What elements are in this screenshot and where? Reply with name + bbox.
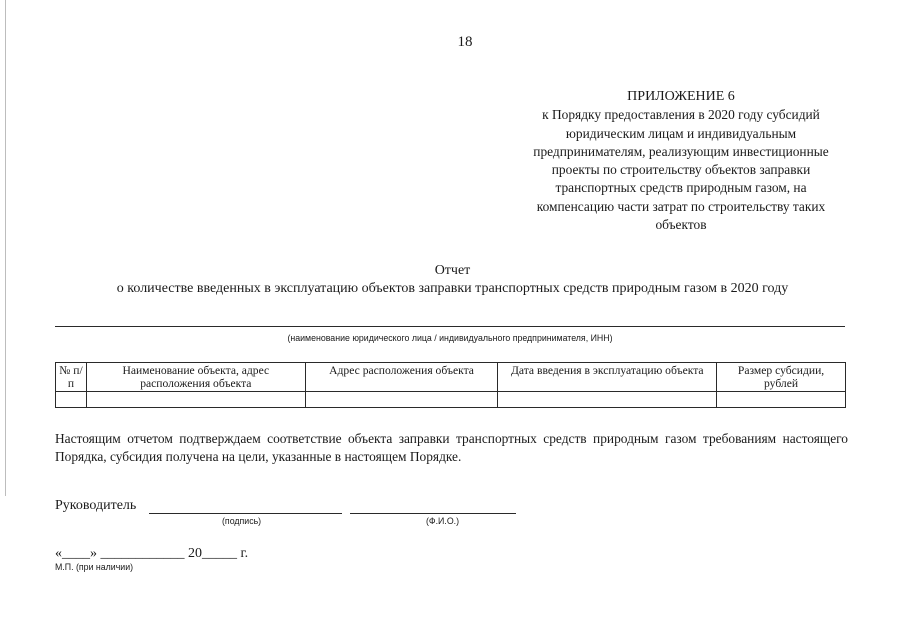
- table-cell[interactable]: [717, 392, 846, 408]
- entity-name-caption: (наименование юридического лица / индивидуального предпринимателя, ИНН): [287, 333, 613, 343]
- entity-name-line[interactable]: [55, 326, 845, 327]
- date-line[interactable]: «____» ____________ 20_____ г.: [55, 546, 249, 561]
- full-name-caption: (Ф.И.О.): [426, 516, 460, 526]
- table-cell[interactable]: [56, 392, 87, 408]
- column-header-commission-date: Дата введения в эксплуатацию объекта: [498, 363, 717, 392]
- report-heading: [60, 262, 845, 298]
- signature-caption: (подпись): [222, 516, 262, 526]
- page-number: 18: [457, 34, 473, 50]
- column-header-address: Адрес расположения объекта: [305, 363, 498, 392]
- table-cell[interactable]: [305, 392, 498, 408]
- table-cell[interactable]: [498, 392, 717, 408]
- appendix-header: [500, 88, 862, 234]
- appendix-line: транспортных средств природным газом, на: [555, 180, 807, 196]
- column-header-subsidy-amount: Размер субсидии, рублей: [717, 363, 846, 392]
- scan-edge-line: [5, 0, 6, 496]
- report-title: Отчет: [434, 263, 471, 278]
- signature-line[interactable]: [149, 513, 342, 514]
- table-row: [56, 392, 846, 408]
- full-name-line[interactable]: [350, 513, 516, 514]
- appendix-title: ПРИЛОЖЕНИЕ 6: [627, 89, 735, 104]
- report-table: [55, 362, 846, 408]
- report-subtitle: о количестве введенных в эксплуатацию объектов заправки транспортных средств природным газом в 2020 году: [116, 281, 789, 296]
- stamp-note: М.П. (при наличии): [55, 562, 134, 572]
- confirmation-text: Настоящим отчетом подтверждаем соответствие объекта заправки транспортных средств природным газом требованиям настоящего Порядка, субсидия получена на цели, указанные в настоящем Порядке.: [55, 431, 848, 464]
- table-cell[interactable]: [86, 392, 305, 408]
- appendix-line: компенсацию части затрат по строительству таких: [536, 198, 826, 214]
- table-header-row: [56, 363, 846, 392]
- appendix-line: предпринимателям, реализующим инвестиционные: [533, 143, 829, 159]
- signature-label: Руководитель: [55, 498, 137, 513]
- column-header-object-name: Наименование объекта, адрес расположения объекта: [86, 363, 305, 392]
- appendix-line: проекты по строительству объектов заправки: [551, 162, 811, 178]
- column-header-number: № п/п: [56, 363, 87, 392]
- appendix-line: юридическим лицам и индивидуальным: [565, 125, 797, 141]
- appendix-line: к Порядку предоставления в 2020 году субсидий: [542, 107, 820, 123]
- appendix-line: объектов: [655, 217, 707, 233]
